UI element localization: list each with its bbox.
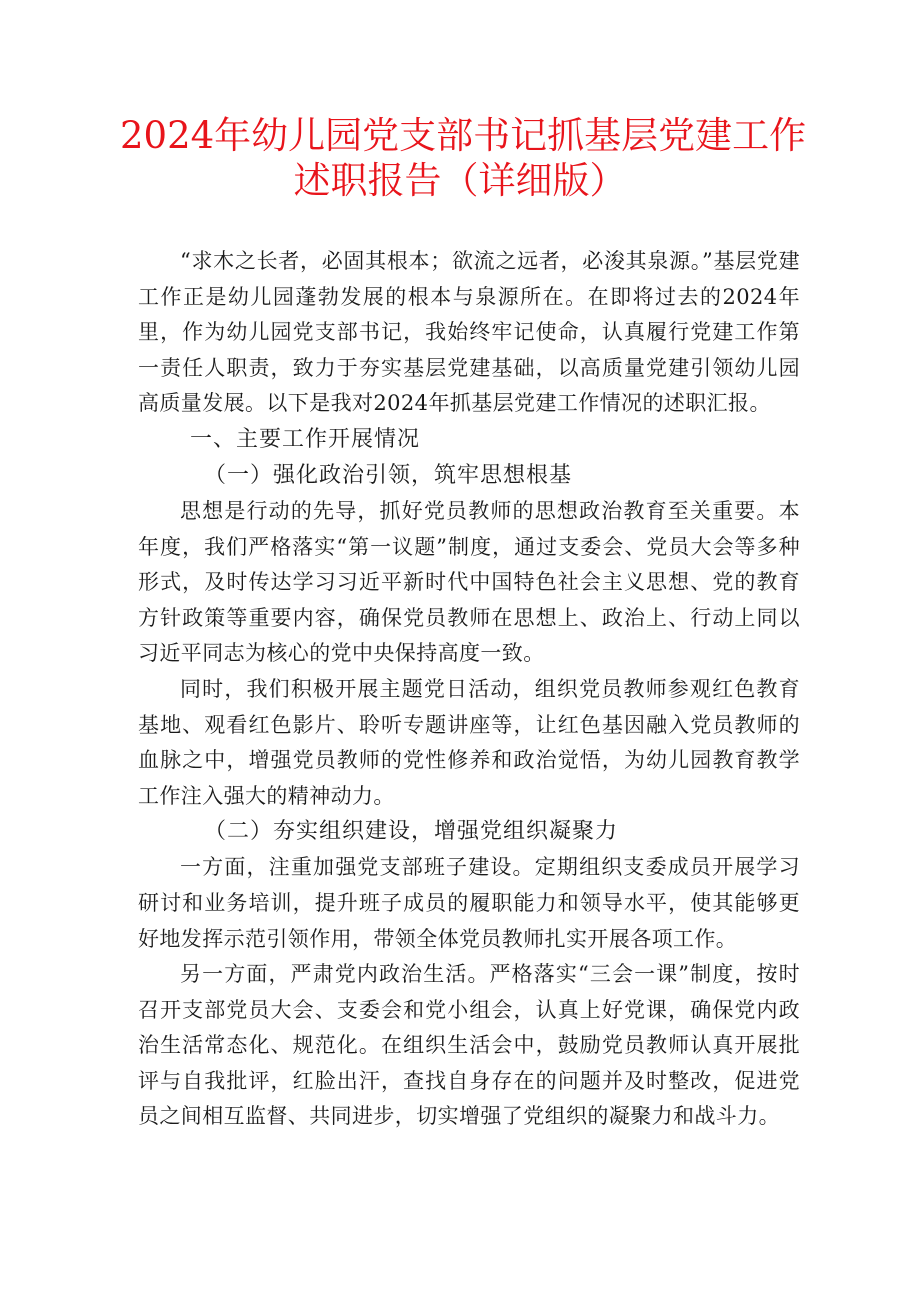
subsection-heading-political-guidance: （一）强化政治引领，筑牢思想根基 xyxy=(204,462,573,488)
document-title-line-2: 述职报告（详细版） xyxy=(293,159,627,202)
political-guidance-paragraph-2: 同时，我们积极开展主题党日活动，组织党员教师参观红色教育基地、观看红色影片、聆听专题讲座等，让红色基因融入党员教师的血脉之中，增强党员教师的党性修养和政治觉悟，为幼儿园教育教学工作注入强大的精神动力。 xyxy=(138,676,800,808)
political-guidance-paragraph-1: 思想是行动的先导，抓好党员教师的思想政治教育至关重要。本年度，我们严格落实“第一议题”制度，通过支委会、党员大会等多种形式，及时传达学习习近平新时代中国特色社会主义思想、党的教育方针政策等重要内容，确保党员教师在思想上、政治上、行动上同以习近平同志为核心的党中央保持高度一致。 xyxy=(138,498,800,666)
subsection-heading-organization-building: （二）夯实组织建设，增强党组织凝聚力 xyxy=(204,819,619,845)
document-body xyxy=(138,244,800,1135)
section-heading-main-work: 一、主要工作开展情况 xyxy=(190,426,421,452)
intro-paragraph: “求木之长者，必固其根本；欲流之远者，必浚其泉源。”基层党建工作正是幼儿园蓬勃发展的根本与泉源所在。在即将过去的2024年里，作为幼儿园党支部书记，我始终牢记使命，认真履行党建工作第一责任人职责，致力于夯实基层党建基础，以高质量党建引领幼儿园高质量发展。以下是我对2024年抓基层党建工作情况的述职汇报。 xyxy=(138,249,800,416)
document-title-line-1: 2024年幼儿园党支部书记抓基层党建工作 xyxy=(120,114,807,157)
organization-building-paragraph-1: 一方面，注重加强党支部班子建设。定期组织支委成员开展学习研讨和业务培训，提升班子成员的履职能力和领导水平，使其能够更好地发挥示范引领作用，带领全体党员教师扎实开展各项工作。 xyxy=(138,855,800,951)
organization-building-paragraph-2: 另一方面，严肃党内政治生活。严格落实“三会一课”制度，按时召开支部党员大会、支委会和党小组会，认真上好党课，确保党内政治生活常态化、规范化。在组织生活会中，鼓励党员教师认真开展批评与自我批评，红脸出汗，查找自身存在的问题并及时整改，促进党员之间相互监督、共同进步，切实增强了党组织的凝聚力和战斗力。 xyxy=(138,962,800,1129)
